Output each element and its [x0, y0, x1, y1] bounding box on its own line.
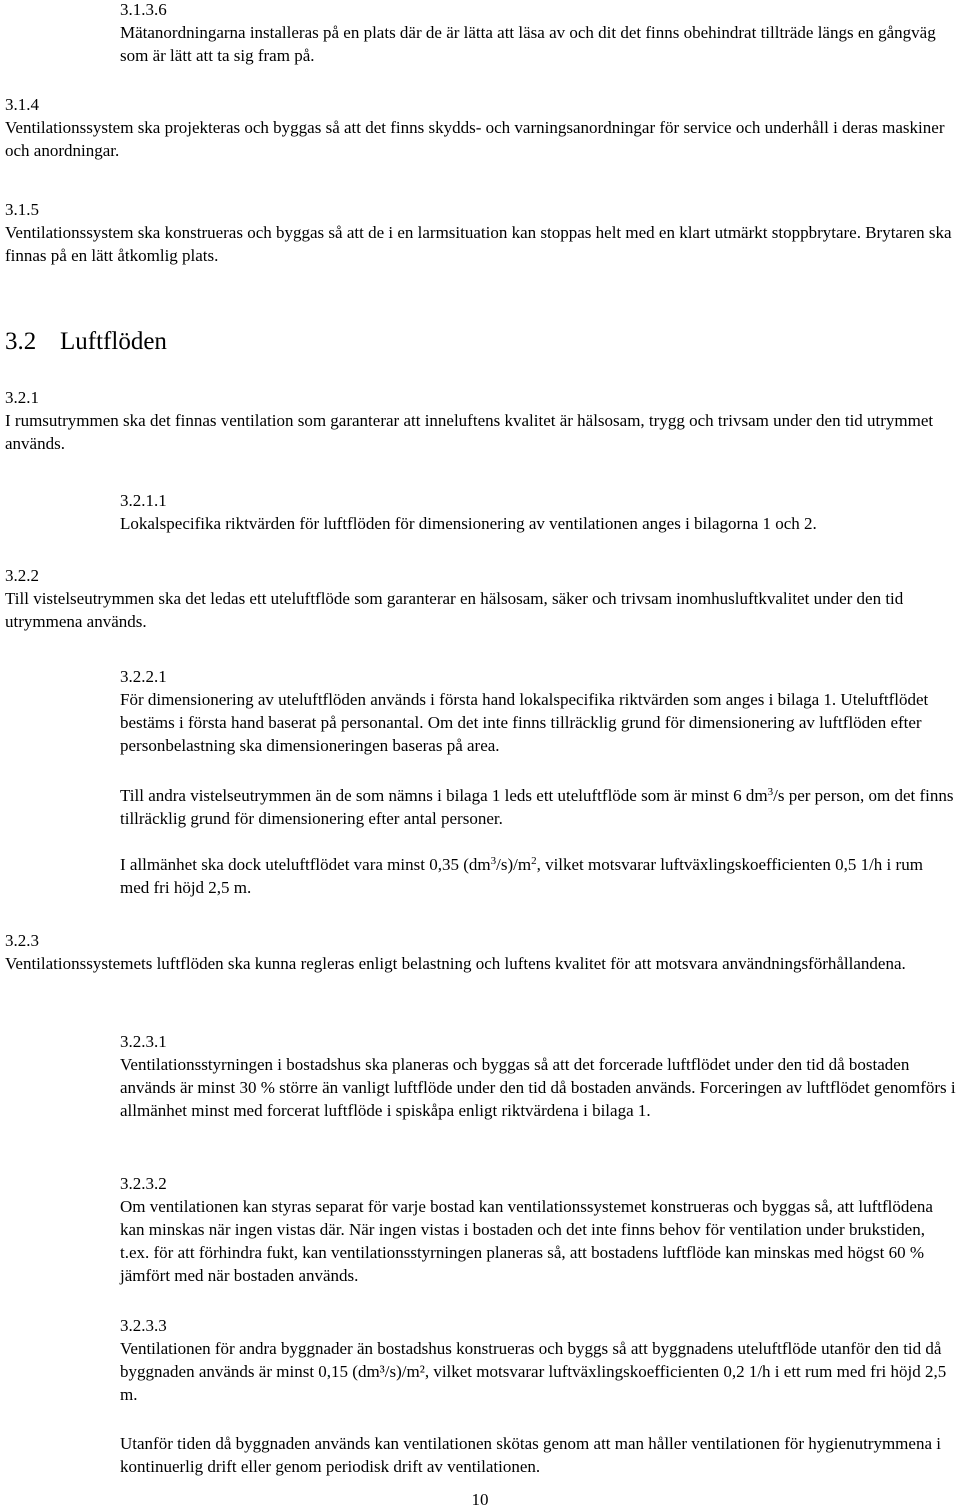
section-3-1-5	[5, 198, 955, 267]
heading-3-2	[5, 327, 955, 357]
section-number: 3.2.2	[5, 566, 39, 585]
section-3-2-2	[5, 564, 955, 633]
section-number: 3.2.2.1	[120, 667, 167, 686]
section-number: 3.2.1.1	[120, 491, 167, 510]
section-3-1-4	[5, 93, 955, 162]
section-number: 3.1.4	[5, 95, 39, 114]
section-text: Om ventilationen kan styras separat för varje bostad kan ventilationssystemet konstrueras och byggas så, att luftflödena kan minskas när ingen vistas där. När ingen vistas i bostaden och det inte finns behov för ventilation under brukstiden, t.ex. för att förhindra fukt, kan ventilationsstyrningen planeras så, att bostadens luftflöde kan minskas med högst 60 % jämfört med när bostaden används.	[120, 1197, 933, 1285]
section-number: 3.2.3	[5, 931, 39, 950]
section-text: Ventilationssystemets luftflöden ska kunna regleras enligt belastning och luftens kvalitet för att motsvara användningsförhållandena.	[5, 954, 906, 973]
section-text: Till vistelseutrymmen ska det ledas ett uteluftflöde som garanterar en hälsosam, säker och trivsam inomhusluftkvalitet under den tid utrymmena används.	[5, 589, 904, 631]
section-text: Ventilationsstyrningen i bostadshus ska planeras och byggas så att det forcerade luftflödet under den tid då bostaden används är minst 30 % större än vanligt luftflöde under den tid då bostaden används. Forceringen av luftflödet genomförs i allmänhet minst med forcerat luftflöde i spiskåpa enligt riktvärdena i bilaga 1.	[120, 1055, 956, 1120]
section-number: 3.2.3.3	[120, 1316, 167, 1335]
section-3-2-1-1	[120, 489, 956, 535]
section-3-2-1	[5, 386, 955, 455]
section-number: 3.2.1	[5, 388, 39, 407]
section-text: Ventilationssystem ska konstrueras och byggas så att de i en larmsituation kan stoppas helt med en klart utmärkt stoppbrytare. Brytaren ska finnas på en lätt åtkomlig plats.	[5, 223, 952, 265]
section-3-2-3	[5, 929, 955, 975]
section-text: Lokalspecifika riktvärden för luftflöden för dimensionering av ventilationen anges i bilagorna 1 och 2.	[120, 514, 817, 533]
section-number: 3.2.3.1	[120, 1032, 167, 1051]
section-number: 3.1.5	[5, 200, 39, 219]
section-3-2-3-1	[120, 1030, 956, 1122]
section-3-1-3-6	[120, 0, 956, 67]
page-number: 10	[471, 1490, 489, 1509]
heading-title: Luftflöden	[60, 328, 167, 355]
section-3-2-3-2	[120, 1172, 956, 1287]
section-number: 3.2.3.2	[120, 1174, 167, 1193]
section-3-2-2-1-paragraph-3: I allmänhet ska dock uteluftflödet vara minst 0,35 $(dm^3/s)/m^2$, vilket motsvarar luftväxlingskoefficienten 0,5 1/h i rum med fri höjd 2,5 m.	[120, 855, 923, 897]
section-text: Ventilationssystem ska projekteras och byggas så att det finns skydds- och varningsanordningar för service och underhåll i deras maskiner och anordningar.	[5, 118, 945, 160]
section-paragraph-1: För dimensionering av uteluftflöden används i första hand lokalspecifika riktvärden som anges i bilaga 1. Uteluftflödet bestäms i första hand baserat på personantal. Om det inte finns tillräcklig grund för dimensionering av luftflöden efter personbelastning ska dimensioneringen baseras på area.	[120, 690, 929, 755]
section-3-2-3-3-paragraph-2: Utanför tiden då byggnaden används kan ventilationen skötas genom att man håller ventilationen för hygienutrymmena i kontinuerlig drift eller genom periodisk drift av ventilationen.	[120, 1434, 941, 1476]
section-text: Mätanordningarna installeras på en plats där de är lätta att läsa av och dit det finns obehindrat tillträde längs en gångväg som är lätt att ta sig fram på.	[120, 23, 936, 65]
heading-number: 3.2	[5, 328, 37, 355]
section-number: 3.1.3.6	[120, 0, 167, 19]
section-paragraph-1: Ventilationen för andra byggnader än bostadshus konstrueras och byggs så att byggnadens uteluftflöde utanför den tid då byggnaden används är minst 0,15 (dm³/s)/m², vilket motsvarar luftväxlingskoefficienten 0,2 1/h i ett rum med fri höjd 2,5 m.	[120, 1339, 947, 1404]
section-text: I rumsutrymmen ska det finnas ventilation som garanterar att inneluftens kvalitet är hälsosam, trygg och trivsam under den tid utrymmet används.	[5, 411, 934, 453]
section-3-2-2-1	[120, 665, 956, 757]
section-3-2-2-1-paragraph-2: Till andra vistelseutrymmen än de som nämns i bilaga 1 leds ett uteluftflöde som är minst 6 $dm^3/s$ per person, om det finns tillräcklig grund för dimensionering efter antal personer.	[120, 786, 954, 828]
section-3-2-3-3	[120, 1314, 956, 1406]
